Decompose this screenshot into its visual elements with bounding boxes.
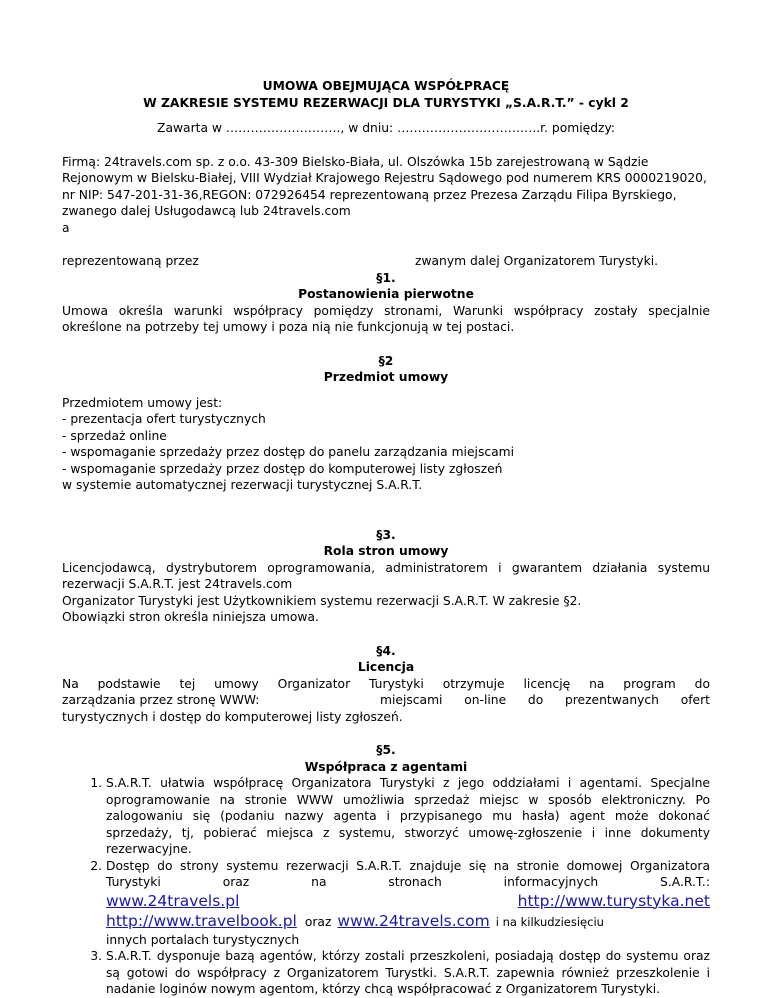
s4-line2 xyxy=(62,692,710,709)
s5-title: Współpraca z agentami xyxy=(304,759,468,774)
s2-line: - prezentacja ofert turystycznych xyxy=(62,412,266,426)
s3-paragraph3: Obowiązki stron określa niniejsza umowa. xyxy=(62,610,319,624)
concluded-line: Zawarta w ………………………., w dniu: ……………………………..r. pomiędzy: xyxy=(157,121,615,135)
links-row1 xyxy=(106,891,710,911)
s3-number: §3. xyxy=(376,527,396,542)
represented-row xyxy=(62,253,710,270)
s3-title: Rola stron umowy xyxy=(323,544,449,558)
represented-right: zwanym dalej Organizatorem Turystyki. xyxy=(415,254,659,268)
link-24travels-pl[interactable]: www.24travels.pl xyxy=(106,891,240,910)
s2-line: Przedmiotem umowy jest: xyxy=(62,395,223,410)
list-item xyxy=(106,858,710,949)
s5-number: §5. xyxy=(376,743,396,757)
s2-line: w systemie automatycznej rezerwacji turystycznej S.A.R.T. xyxy=(62,478,423,492)
document-page xyxy=(62,78,710,998)
s3-paragraph2: Organizator Turystyki jest Użytkownikiem systemu rezerwacji S.A.R.T. W zakresie §2. xyxy=(62,593,582,608)
doc-title-line1: UMOWA OBEJMUJĄCA WSPÓŁPRACĘ xyxy=(262,79,510,93)
s4-number: §4. xyxy=(376,643,396,658)
s4-title: Licencja xyxy=(357,660,415,674)
s5-list xyxy=(62,775,710,998)
represented-left: reprezentowaną przez xyxy=(62,254,199,268)
doc-title-line2: W ZAKRESIE SYSTEMU REZERWACJI DLA TURYSTYKI „S.A.R.T.” - cykl 2 xyxy=(143,95,629,110)
s2-title: Przedmiot umowy xyxy=(323,370,449,384)
s5-item3-text: S.A.R.T. dysponuje bazą agentów, którzy zostali przeszkoleni, posiadają dostęp do systemu oraz są gotowi do współpracy z Organizatorem Turystki. S.A.R.T. zapewnia również przeszkolenie i nadanie loginów nowym agentom, którzy chcą współpracować z Organizatorem Turystyki. xyxy=(106,949,710,996)
s2-line: - sprzedaż online xyxy=(62,428,167,443)
links-tail: i na kilkudziesięciu xyxy=(495,914,604,929)
link-24travels-com[interactable]: www.24travels.com xyxy=(337,911,490,930)
s4-line1 xyxy=(62,676,710,693)
link-travelbook-pl[interactable]: http://www.travelbook.pl xyxy=(106,911,297,930)
firm-paragraph: Firmą: 24travels.com sp. z o.o. 43-309 Bielsko-Biała, ul. Olszówka 15b zarejestrowaną w Sądzie Rejonowym w Bielsku-Białej, VIII Wydział Krajowego Rejestru Sądowego pod numerem KRS 0000219020, nr NIP: 547-201-31-36,REGON: 072926454 reprezentowaną przez Prezesa Zarządu Filipa Byrskiego, zwanego dalej Usługodawcą lub 24travels.com xyxy=(62,154,707,218)
oraz-text: oraz xyxy=(304,914,332,929)
and-line: a xyxy=(62,220,70,235)
s1-number: §1. xyxy=(376,270,396,285)
s5-item2-end: innych portalach turystycznych xyxy=(106,932,300,947)
s5-item2-text: 2. Dostęp do strony systemu rezerwacji S.A.R.T. znajduje się na stronie domowej Organizatora Turystyki oraz na stronach informacyjnych S.A.R.T.: xyxy=(106,858,710,889)
s2-line: - wspomaganie sprzedaży przez dostęp do komputerowej listy zgłoszeń xyxy=(62,461,503,476)
s4-line2-right: miejscami on-line do prezentwanych ofert xyxy=(380,693,710,707)
s1-title: Postanowienia pierwotne xyxy=(298,287,474,301)
s4-line1-text: Na podstawie tej umowy Organizator Turystyki otrzymuje licencję na program do xyxy=(62,676,710,691)
s1-text: Umowa określa warunki współpracy pomiędzy stronami, Warunki współpracy zostały specjalnie określone na potrzeby tej umowy i poza nią nie funkcjonują w tej postaci. xyxy=(62,303,710,334)
list-item xyxy=(106,948,710,998)
s4-line2-left: zarządzania przez stronę WWW: xyxy=(62,693,260,707)
s2-number: §2 xyxy=(378,353,394,368)
s4-line3: turystycznych i dostęp do komputerowej listy zgłoszeń. xyxy=(62,709,403,724)
s3-paragraph1: Licencjodawcą, dystrybutorem oprogramowania, administratorem i gwarantem działania systemu rezerwacji S.A.R.T. jest 24travels.com xyxy=(62,560,710,591)
link-turystyka-net[interactable]: http://www.turystyka.net xyxy=(517,891,710,910)
s2-line: - wspomaganie sprzedaży przez dostęp do panelu zarządzania miejscami xyxy=(62,445,515,459)
s5-item1-text: S.A.R.T. ułatwia współpracę Organizatora Turystyki z jego oddziałami i agentami. Specjalne oprogramowanie na stronie WWW umożliwia sprzedaż miejsc w sposób elektroniczny. Po zalogowaniu się (podaniu nazwy agenta i przypisanego mu hasła) agent może dokonać sprzedaży, tj, pobierać miejsca z systemu, stworzyć umowę-zgłoszenie i inne dokumenty rezerwacyjne. xyxy=(106,776,710,856)
list-item xyxy=(106,775,710,858)
links-row2 xyxy=(106,911,710,932)
